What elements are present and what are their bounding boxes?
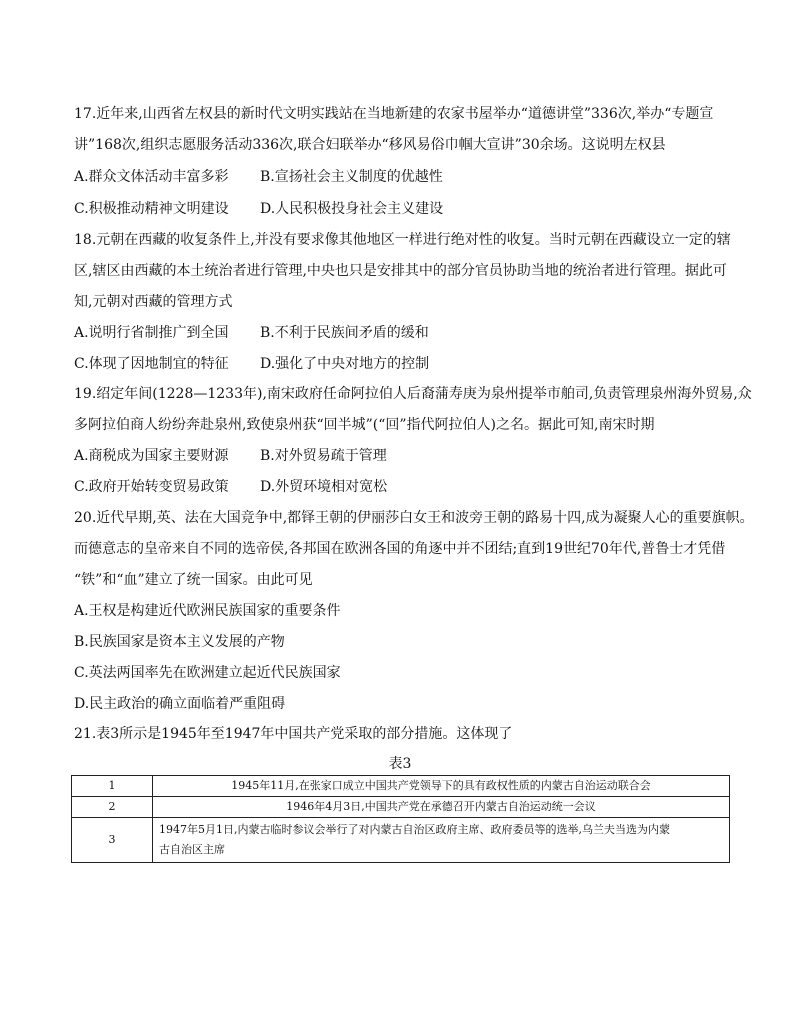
q20-stem-line-3: “铁”和“血”建立了统一国家。由此可见 bbox=[74, 572, 313, 588]
q20-option-c[interactable]: C.英法两国率先在欧洲建立起近代民族国家 bbox=[74, 665, 341, 681]
q17-stem-line-1: 17.近年来,山西省左权县的新时代文明实践站在当地新建的农家书屋举办“道德讲堂”336次,举办“专题宣 bbox=[74, 106, 714, 122]
table-caption: 表3 bbox=[388, 756, 412, 772]
table-row bbox=[72, 797, 730, 818]
q17-option-c[interactable]: C.积极推动精神文明建设 bbox=[74, 201, 229, 217]
table-cell-text: 1946年4月3日,中国共产党在承德召开内蒙古自治运动统一会议 bbox=[153, 797, 730, 818]
q17-stem-line-2: 讲”168次,组织志愿服务活动336次,联合妇联举办“移风易俗巾帼大宣讲”30余场。这说明左权县 bbox=[74, 137, 666, 153]
q17-option-a[interactable]: A.群众文体活动丰富多彩 bbox=[74, 169, 229, 185]
q17-option-d[interactable]: D.人民积极投身社会主义建设 bbox=[260, 201, 444, 217]
table-cell-num: 3 bbox=[72, 818, 153, 863]
q20-option-b[interactable]: B.民族国家是资本主义发展的产物 bbox=[74, 634, 285, 650]
table-cell-text bbox=[153, 818, 730, 863]
q21-stem-line-1: 21.表3所示是1945年至1947年中国共产党采取的部分措施。这体现了 bbox=[74, 726, 513, 742]
measures-table bbox=[71, 775, 730, 863]
table-cell-text-line-1: 1947年5月1日,内蒙古临时参议会举行了对内蒙古自治区政府主席、政府委员等的选举,乌兰夫当选为内蒙 bbox=[159, 823, 670, 836]
q19-stem-line-2: 多阿拉伯商人纷纷奔赴泉州,致使泉州获“回半城”(“回”指代阿拉伯人)之名。据此可知,南宋时期 bbox=[74, 417, 655, 433]
table-row bbox=[72, 818, 730, 863]
q18-option-c[interactable]: C.体现了因地制宜的特征 bbox=[74, 356, 229, 372]
q19-option-a[interactable]: A.商税成为国家主要财源 bbox=[74, 448, 229, 464]
q18-stem-line-3: 知,元朝对西藏的管理方式 bbox=[74, 294, 233, 310]
q19-stem-line-1: 19.绍定年间(1228—1233年),南宋政府任命阿拉伯人后裔蒲寿庚为泉州提举市舶司,负责管理泉州海外贸易,众 bbox=[74, 386, 752, 402]
q19-option-d[interactable]: D.外贸环境相对宽松 bbox=[260, 479, 388, 495]
q18-option-b[interactable]: B.不利于民族间矛盾的缓和 bbox=[260, 325, 429, 341]
table-cell-num: 1 bbox=[72, 776, 153, 797]
q20-option-a[interactable]: A.王权是构建近代欧洲民族国家的重要条件 bbox=[74, 603, 341, 619]
table-row bbox=[72, 776, 730, 797]
q18-stem-line-2: 区,辖区由西藏的本土统治者进行管理,中央也只是安排其中的部分官员协助当地的统治者进行管理。据此可 bbox=[74, 263, 727, 279]
q20-option-d[interactable]: D.民主政治的确立面临着严重阻碍 bbox=[74, 696, 286, 712]
table-cell-num: 2 bbox=[72, 797, 153, 818]
q20-stem-line-2: 而德意志的皇帝来自不同的选帝侯,各邦国在欧洲各国的角逐中并不团结;直到19世纪70年代,普鲁士才凭借 bbox=[74, 541, 726, 557]
q17-option-b[interactable]: B.宣扬社会主义制度的优越性 bbox=[260, 169, 443, 185]
q19-option-b[interactable]: B.对外贸易疏于管理 bbox=[260, 448, 387, 464]
table-cell-text-line-2: 古自治区主席 bbox=[159, 843, 225, 856]
q18-stem-line-1: 18.元朝在西藏的收复条件上,并没有要求像其他地区一样进行绝对性的收复。当时元朝在西藏设立一定的辖 bbox=[74, 232, 731, 248]
q20-stem-line-1: 20.近代早期,英、法在大国竞争中,都铎王朝的伊丽莎白女王和波旁王朝的路易十四,成为凝聚人心的重要旗帜。 bbox=[74, 510, 754, 526]
q18-option-d[interactable]: D.强化了中央对地方的控制 bbox=[260, 356, 430, 372]
table-cell-text: 1945年11月,在张家口成立中国共产党领导下的具有政权性质的内蒙古自治运动联合会 bbox=[153, 776, 730, 797]
q18-option-a[interactable]: A.说明行省制推广到全国 bbox=[74, 325, 229, 341]
q19-option-c[interactable]: C.政府开始转变贸易政策 bbox=[74, 479, 229, 495]
